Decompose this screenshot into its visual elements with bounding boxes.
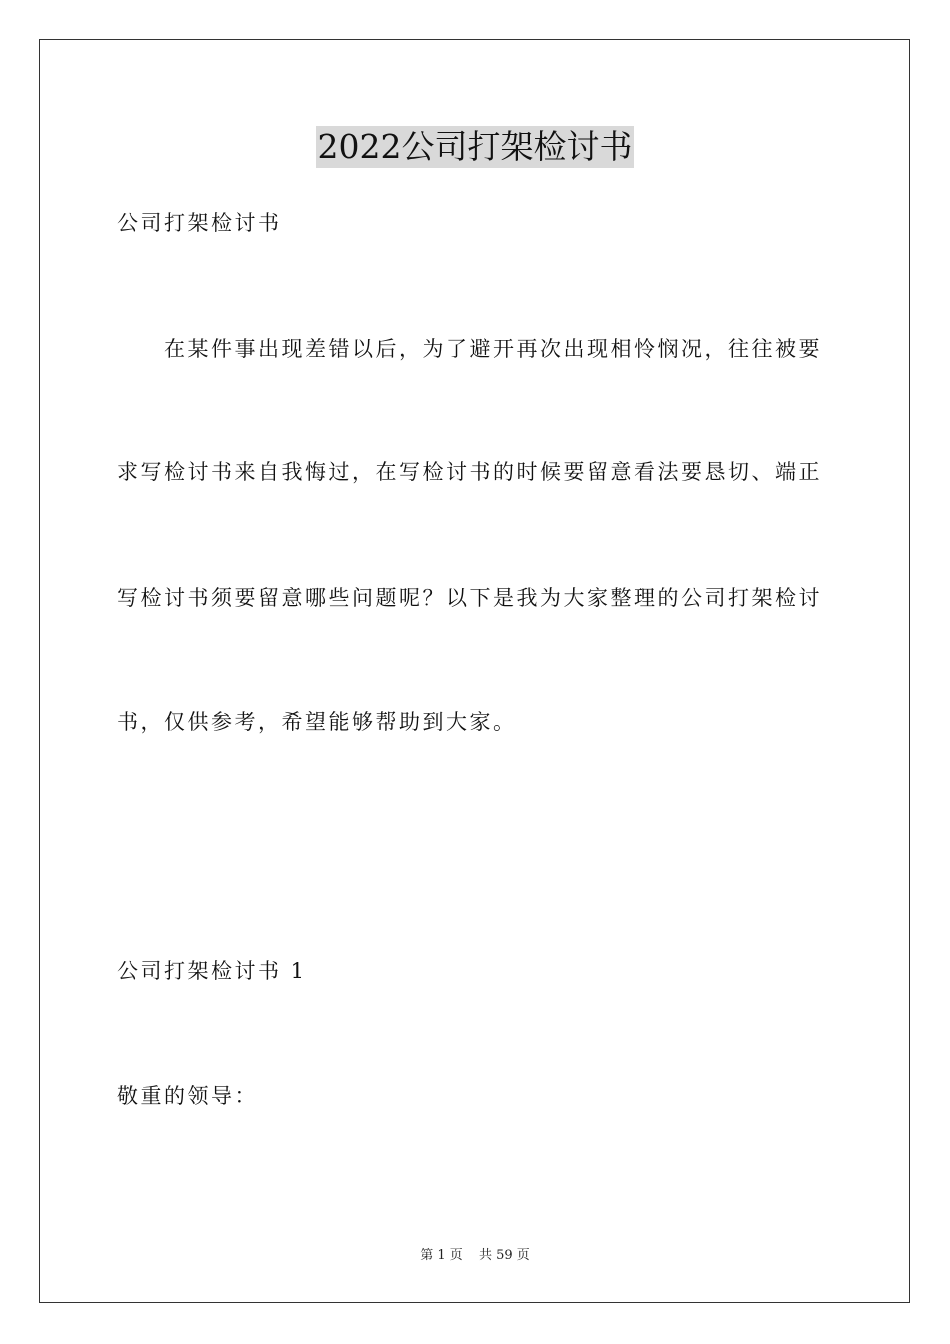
document-title: 2022公司打架检讨书 xyxy=(317,127,633,166)
page-footer xyxy=(0,1247,950,1265)
title-container xyxy=(0,126,950,168)
document-subtitle: 公司打架检讨书 xyxy=(117,211,282,235)
paragraph-line-2: 求写检讨书来自我悔过，在写检讨书的时候要留意看法要恳切、端正 xyxy=(117,460,822,484)
salutation: 敬重的领导： xyxy=(117,1084,258,1108)
section-heading: 公司打架检讨书 1 xyxy=(117,959,307,983)
paragraph-line-3: 写检讨书须要留意哪些问题呢？以下是我为大家整理的公司打架检讨 xyxy=(117,586,822,610)
paragraph-line-4: 书，仅供参考，希望能够帮助到大家。 xyxy=(117,710,517,734)
paragraph-line-1: 在某件事出现差错以后，为了避开再次出现相怜悯况，往往被要 xyxy=(164,337,822,361)
total-pages: 共 59 页 xyxy=(478,1248,530,1263)
page-number: 第 1 页 xyxy=(420,1248,463,1263)
